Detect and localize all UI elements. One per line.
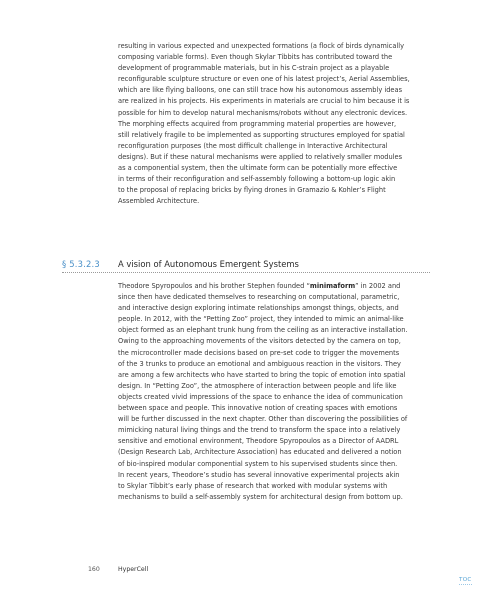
paragraph-line: (Design Research Lab, Architecture Association) has educated and delivered a notion — [118, 448, 402, 457]
paragraph-line: Assembled Architecture. — [118, 197, 200, 206]
paragraph-line: In recent years, Theodore’s studio has several innovative experimental projects akin — [118, 470, 400, 479]
paragraph-line: still relatively fragile to be implemented as supporting structures employed for spatial — [118, 130, 405, 139]
paragraph-line: are realized in his projects. His experiments in materials are crucial to him because it is — [118, 97, 410, 106]
paragraph-line: as a componential system, then the ultimate form can be potentially more effective — [118, 164, 398, 173]
text-run: Theodore Spyropoulos and his brother Stephen founded “ — [118, 282, 310, 290]
toc-link[interactable]: TOC — [459, 577, 472, 583]
page-number: 160 — [88, 566, 100, 573]
paragraph-line: mimicking natural living things and the trend to transform the space into a relatively — [118, 426, 401, 435]
paragraph-line: objects created vivid impressions of the space to enhance the idea of communication — [118, 392, 403, 401]
paragraph-line: development of programmable materials, but in his C-strain project as a playable — [118, 64, 390, 73]
paragraph-line: reconfiguration purposes (the most difficult challenge in Interactive Architectural — [118, 141, 388, 150]
section-number: § 5.3.2.3 — [62, 259, 100, 269]
paragraph-line: of the 3 trunks to produce an emotional and ambiguous reaction in the visitors. They — [118, 359, 401, 368]
paragraph-line: composing variable forms). Even though Skylar Tibbits has contributed toward the — [118, 53, 393, 62]
section-paragraph — [118, 281, 430, 503]
paragraph-line — [118, 281, 430, 292]
paragraph-line: which are like flying balloons, one can still trace how his autonomous assembly ideas — [118, 86, 403, 95]
paragraph-line: the microcontroller made decisions based on pre-set code to trigger the movements — [118, 348, 400, 357]
paragraph-line: and interactive design exploring intimate relationships amongst things, objects, and — [118, 304, 399, 313]
paragraph-line: resulting in various expected and unexpected formations (a flock of birds dynamically — [118, 42, 405, 50]
minimaform-name: minimaform — [309, 282, 356, 290]
paragraph-line: to Skylar Tibbit’s early phase of research that worked with modular systems with — [118, 481, 388, 490]
continuation-paragraph — [118, 41, 430, 207]
paragraph-line: people. In 2012, with the “Petting Zoo” project, they intended to mimic an animal-like — [118, 315, 404, 324]
paragraph-line: to the proposal of replacing bricks by flying drones in Gramazio & Kohler’s Flight — [118, 186, 386, 195]
paragraph-line: design. In “Petting Zoo”, the atmosphere of interaction between people and life like — [118, 381, 397, 390]
paragraph-line: in terms of their reconfiguration and self-assembly following a bottom-up logic akin — [118, 175, 396, 184]
paragraph-line: since then have dedicated themselves to researching on computational, parametric, — [118, 293, 400, 302]
paragraph-line: designs). But if these natural mechanisms were applied to relatively smaller modules — [118, 152, 403, 161]
paragraph-line: between space and people. This innovative notion of creating spaces with emotions — [118, 404, 398, 413]
paragraph-line: of bio-inspired modular componential system to his supervised students since then. — [118, 459, 398, 468]
paragraph-line: possible for him to develop natural mechanisms/robots without any electronic devices. — [118, 108, 408, 117]
paragraph-line: sensitive and emotional environment, Theodore Spyropoulos as a Director of AADRL — [118, 437, 399, 446]
paragraph-line: mechanisms to build a self-assembly system for architectural design from bottom up. — [118, 492, 403, 501]
paragraph-line: will be further discussed in the next chapter. Other than discovering the possibilities of — [118, 415, 408, 424]
paragraph-line: The morphing effects acquired from programming material properties are however, — [118, 119, 397, 128]
section-divider — [62, 272, 430, 273]
paragraph-line: object formed as an elephant trunk hung from the ceiling as an interactive installation. — [118, 326, 408, 335]
text-run: ” in 2002 and — [355, 282, 401, 290]
section-title: A vision of Autonomous Emergent Systems — [118, 259, 299, 269]
paragraph-line: reconfigurable sculpture structure or even one of his latest project’s, Aerial Assemblies, — [118, 75, 410, 84]
paragraph-line: Owing to the approaching movements of the visitors detected by the camera on top, — [118, 337, 401, 346]
paragraph-line: are among a few architects who have started to bring the topic of emotion into spatial — [118, 370, 406, 379]
running-footer-title: HyperCell — [118, 566, 149, 573]
